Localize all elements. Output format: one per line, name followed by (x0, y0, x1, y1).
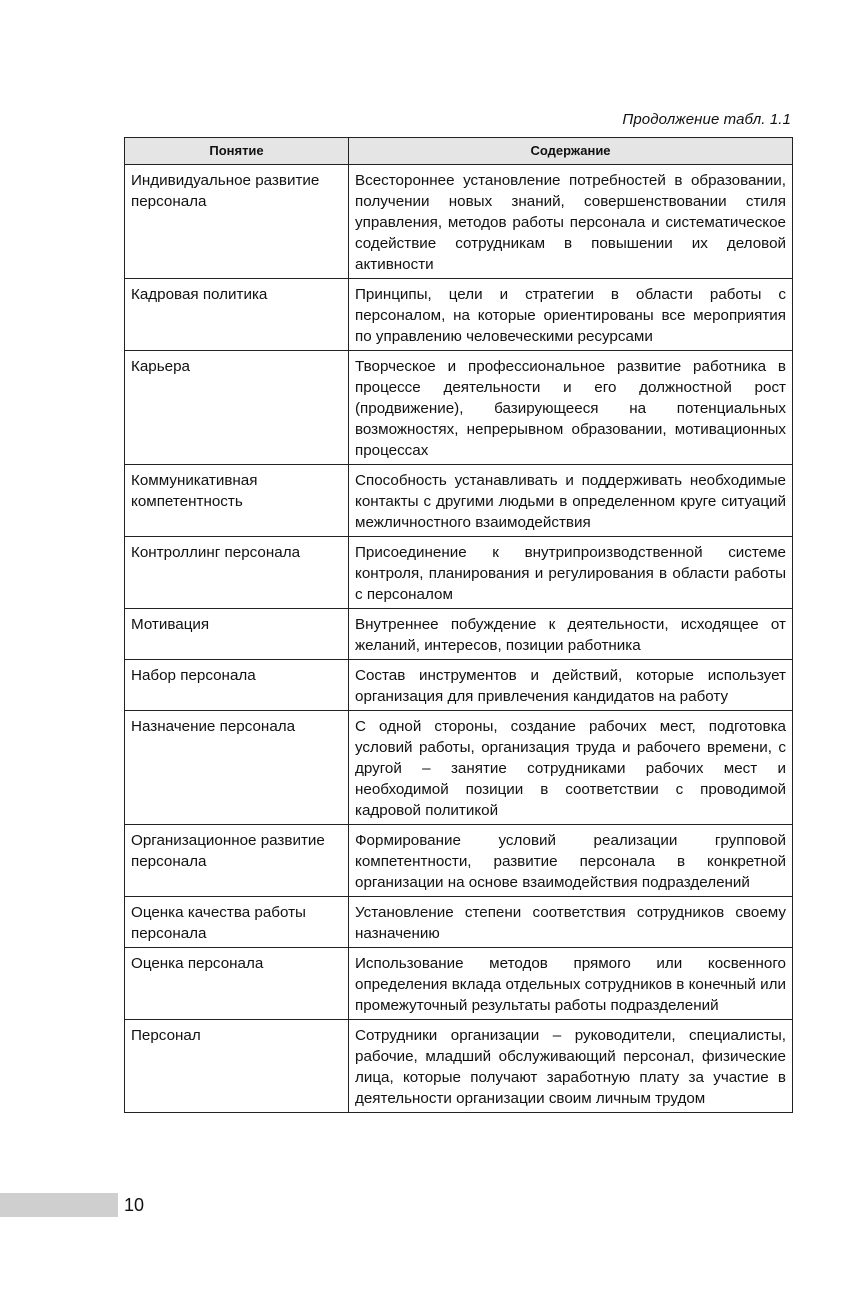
term-cell: Оценка качества работы персонала (125, 897, 349, 948)
terms-table (124, 137, 793, 1113)
definition-cell: Использование методов прямого или косвенного определения вклада отдельных сотрудников в конечный или промежуточный результаты работы подразделений (349, 948, 793, 1020)
term-cell: Оценка персонала (125, 948, 349, 1020)
table-row (125, 165, 793, 279)
term-cell: Мотивация (125, 609, 349, 660)
table-row (125, 537, 793, 609)
page-number: 10 (124, 1195, 145, 1215)
header-content: Содержание (349, 138, 793, 165)
table-row (125, 609, 793, 660)
term-cell: Индивидуальное развитие персонала (125, 165, 349, 279)
definition-cell: Состав инструментов и действий, которые использует организация для привлечения кандидатов на работу (349, 660, 793, 711)
table-row (125, 351, 793, 465)
term-cell: Назначение персонала (125, 711, 349, 825)
term-cell: Карьера (125, 351, 349, 465)
term-cell: Набор персонала (125, 660, 349, 711)
term-cell: Персонал (125, 1020, 349, 1113)
definition-cell: Присоединение к внутрипроизводственной системе контроля, планирования и регулирования в области работы с персоналом (349, 537, 793, 609)
definition-cell: Внутреннее побуждение к деятельности, исходящее от желаний, интересов, позиции работника (349, 609, 793, 660)
table-row (125, 279, 793, 351)
table-row (125, 711, 793, 825)
table-row (125, 825, 793, 897)
definition-cell: Принципы, цели и стратегии в области работы с персоналом, на которые ориентированы все мероприятия по управлению человеческими ресурсами (349, 279, 793, 351)
term-cell: Кадровая политика (125, 279, 349, 351)
definition-cell: Всестороннее установление потребностей в образовании, получении новых знаний, совершенствовании стиля управления, методов работы персонала и систематическое содействие сотрудникам в повышении их деловой активности (349, 165, 793, 279)
definition-cell: Творческое и профессиональное развитие работника в процессе деятельности и его должностной рост (продвижение), базирующееся на потенциальных возможностях, непрерывном образовании, мотивационных процессах (349, 351, 793, 465)
table-row (125, 465, 793, 537)
table-row (125, 948, 793, 1020)
term-cell: Коммуникативная компетентность (125, 465, 349, 537)
header-term: Понятие (125, 138, 349, 165)
term-cell: Организационное развитие персонала (125, 825, 349, 897)
table-row (125, 897, 793, 948)
table-row (125, 660, 793, 711)
definition-cell: Установление степени соответствия сотрудников своему назначению (349, 897, 793, 948)
table-row (125, 1020, 793, 1113)
definition-cell: С одной стороны, создание рабочих мест, подготовка условий работы, организация труда и рабочего времени, с другой – занятие сотрудниками рабочих мест и необходимой позиции в соответствии с проводимой кадровой политикой (349, 711, 793, 825)
page-footer-bar (0, 1193, 118, 1217)
definition-cell: Сотрудники организации – руководители, специалисты, рабочие, младший обслуживающий персонал, физические лица, которые получают заработную плату за участие в деятельности организации своим личным трудом (349, 1020, 793, 1113)
table-continuation-caption: Продолжение табл. 1.1 (622, 111, 791, 128)
term-cell: Контроллинг персонала (125, 537, 349, 609)
table-header-row (125, 138, 793, 165)
definition-cell: Формирование условий реализации групповой компетентности, развитие персонала в конкретной организации на основе взаимодействия подразделений (349, 825, 793, 897)
definition-cell: Способность устанавливать и поддерживать необходимые контакты с другими людьми в определенном круге ситуаций межличностного взаимодействия (349, 465, 793, 537)
